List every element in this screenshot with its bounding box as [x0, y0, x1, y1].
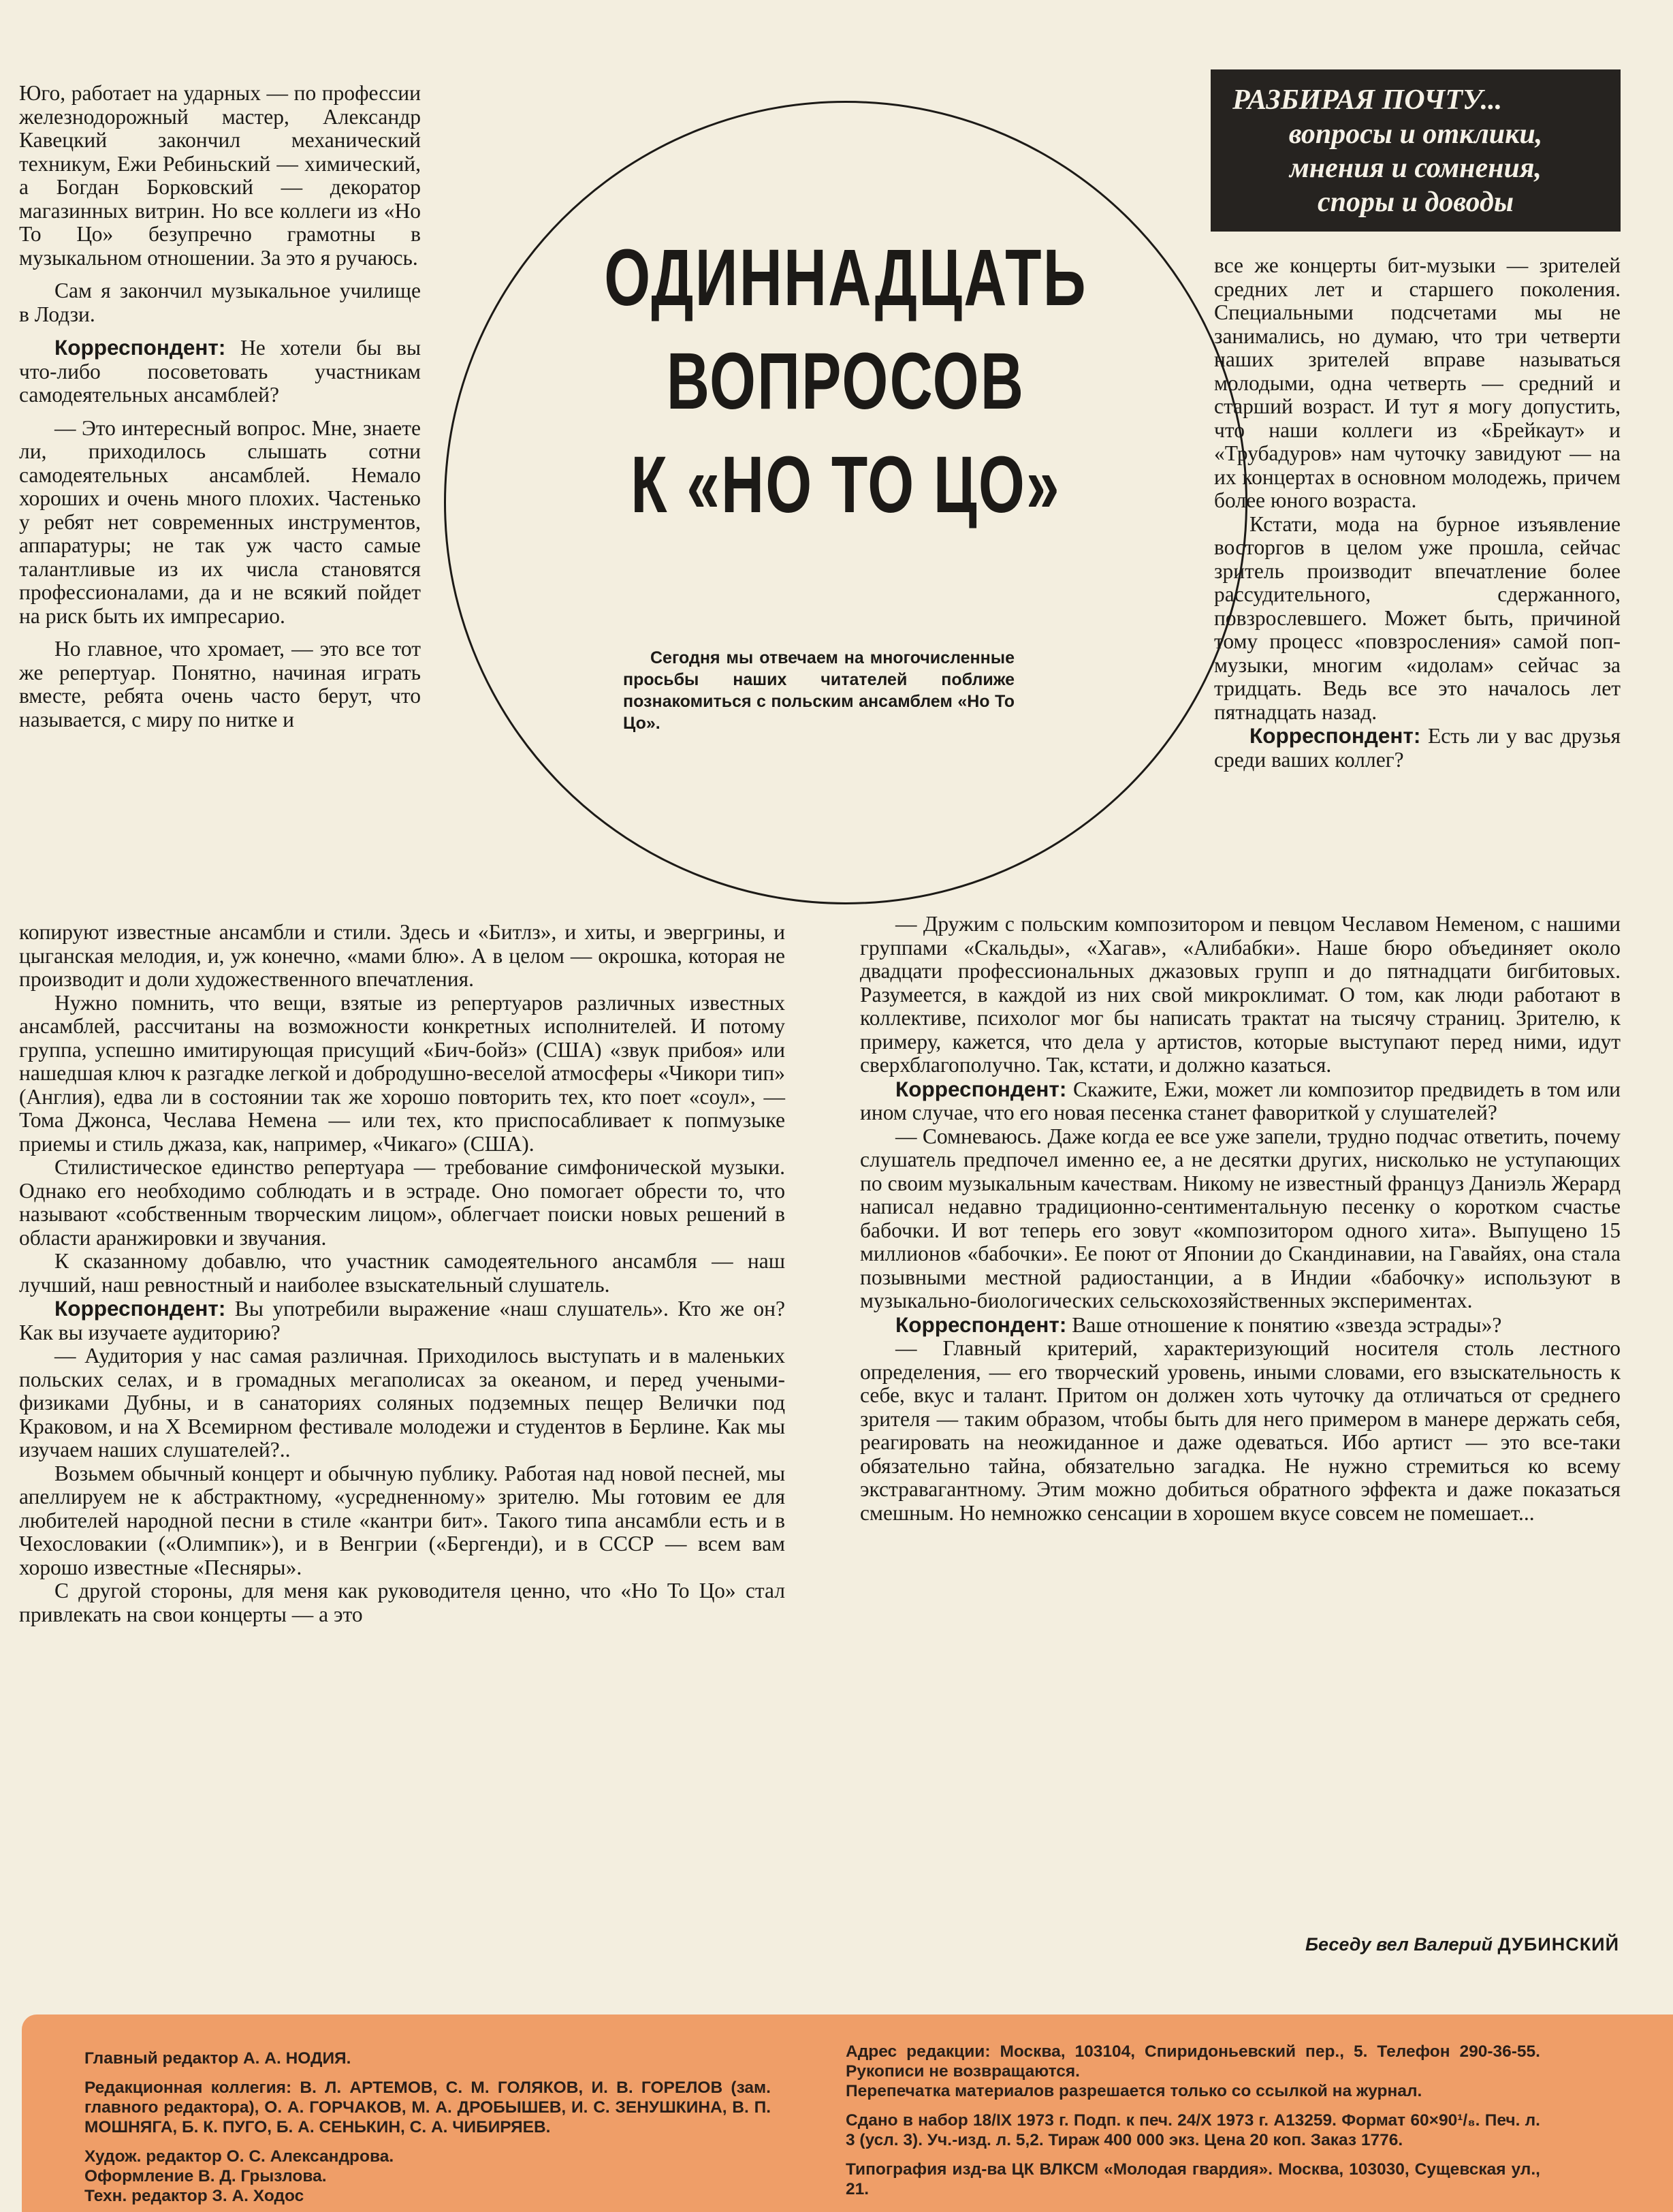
print-details: Сдано в набор 18/IX 1973 г. Подп. к печ. 24/X 1973 г. А13259. Формат 60×90¹/₈. Печ. л. 3 (усл. 3). Уч.-изд. л. 5,2. Тираж 400 000 экз. Цена 20 коп. Заказ 1776.: [846, 2111, 1540, 2149]
paragraph: копируют известные ансамбли и стили. Здесь и «Битлз», и хиты, и эвергрины, и цыганская мелодия, и, уж конечно, «мами блю». А в целом — окрошка, которая не производит и доли художественного впечатления.: [19, 920, 785, 991]
paragraph: Кстати, мода на бурное изъявление восторгов в целом уже прошла, сейчас зритель производит впечатление более рассудительного, сдержанного, повзрослевшего. Может быть, причиной тому процесс «повзросления» самой поп-музыки, многим «идолам» сейчас за тридцать. Ведь все это началось лет пятнадцать назад.: [1214, 511, 1621, 724]
editorial-address: Адрес редакции: Москва, 103104, Спиридоньевский пер., 5. Телефон 290-36-55. Рукописи не возвращаются.: [846, 2042, 1540, 2081]
printing-house: Типография изд-ва ЦК ВЛКСМ «Молодая гвардия». Москва, 103030, Сущевская ул., 21.: [846, 2160, 1540, 2198]
question-text: Вы употребили выражение «наш слушатель». Кто же он? Как вы изучаете аудиторию?: [19, 1297, 785, 1344]
paragraph: — Сомневаюсь. Даже когда ее все уже запели, трудно подчас ответить, почему слушатель предпочел именно ее, а не десятки других, нисколько не уступающих по своим музыкальным качествам. Никому не известный француз Даниэль Жерард написал недавно традиционно-сентиментальную песенку о коротком счастье бабочки. И вот теперь его зовут «композитором одного хита». Выпущено 15 миллионов «бабочки». Ее поют от Японии до Скандинавии, на Гавайях, она стала позывными местной радиостанции, а в Индии «бабочку» используют в музыкально-биологических сельскохозяйственных экспериментах.: [860, 1124, 1621, 1312]
signature-surname: ДУБИНСКИЙ: [1497, 1934, 1619, 1955]
chief-editor: Главный редактор А. А. НОДИЯ.: [84, 2049, 351, 2068]
title-line-3: К «НО ТО ЦО»: [631, 440, 1061, 530]
rubric-line-2: вопросы и отклики,: [1288, 118, 1543, 150]
text-column-left-bottom: [19, 921, 785, 1626]
title-line-1: ОДИННАДЦАТЬ: [604, 233, 1087, 323]
paragraph: Нужно помнить, что вещи, взятые из репертуаров различных известных ансамблей, рассчитаны на возможности конкретных исполнителей. И потому группа, успешно имитирующая присущий «Бич-бойз» (США) «звук прибоя» или нашедшая ключ к разгадке легкой и добродушно-веселой атмосферы «Чикори тип» (Англия), едва ли в состоянии так же хорошо повторить тех, кто поет «соул», — Тома Джонса, Чеслава Немена — или тех, кто приспосабливает к попмузыке приемы и стиль джаза, как, например, «Чикаго» (США).: [19, 990, 785, 1156]
paragraph: — Это интересный вопрос. Мне, знаете ли, приходилось слышать сотни самодеятельных ансамблей. Немало хороших и очень много плохих. Частенько у ребят нет современных инструментов, аппаратуры; не так уж часто самые талантливые из их числа становятся профессионалами, да и не всякий пойдет на риск быть их импресарио.: [19, 415, 421, 628]
question: [19, 336, 421, 407]
rubric-box: [1211, 69, 1621, 232]
interviewer-label: Корреспондент:: [1249, 723, 1421, 748]
paragraph: К сказанному добавлю, что участник самодеятельного ансамбля — наш лучший, наш ревностный и наиболее взыскательный слушатель.: [19, 1249, 785, 1297]
title-line-2: ВОПРОСОВ: [666, 336, 1025, 426]
author-signature: [942, 1934, 1619, 1955]
text-column-left-top: [19, 82, 421, 731]
question: [19, 1297, 785, 1344]
paragraph: — Главный критерий, характеризующий носителя столь лестного определения, — его творческий уровень, иными словами, его взыскательность к себе, вкус и талант. Притом он должен хоть чуточку да отличаться от среднего зрителя — таким образом, чтобы быть для него примером в манере держать себя, реагировать на неожиданное и даже одеваться. Ибо артист — это все-таки обязательно тайна, обязательно загадка. Не нужно стремиться ко всему экстравагантному. Этим можно добиться обратного эффекта и даже показаться смешным. Но немножко сенсации в хорошем вкусе совсем не помешает...: [860, 1336, 1621, 1525]
interviewer-label: Корреспондент:: [895, 1312, 1067, 1337]
paragraph: Возьмем обычный концерт и обычную публику. Работая над новой песней, мы апеллируем не к абстрактному, «усредненному» зрителю. Мы готовим ее для любителей народной песни в стиле «кантри бит». Такого типа ансамбли есть и в Чехословакии («Олимпик»), и в Венгрии («Бергенди), и в СССР — всем вам хорошо известные «Песняры».: [19, 1461, 785, 1579]
design-credit: Оформление В. Д. Грызлова.: [84, 2167, 327, 2185]
question-text: Ваше отношение к понятию «звезда эстрады»?: [1066, 1312, 1502, 1337]
paragraph: Но главное, что хромает, — это все тот же репертуар. Понятно, начиная играть вместе, ребята очень часто берут, что называется, с миру по нитке и: [19, 637, 421, 731]
imprint-editorial: [84, 2049, 771, 2206]
interviewer-label: Корреспондент:: [54, 1296, 226, 1321]
paragraph: Сам я закончил музыкальное училище в Лодзи.: [19, 279, 421, 326]
question: [860, 1077, 1621, 1125]
paragraph: — Дружим с польским композитором и певцом Чеславом Неменом, с нашими группами «Скальды», «Хагав», «Алибабки». Наше бюро объединяет около двадцати профессиональных джазовых групп и до пятнадцати бигбитовых. Разумеется, в каждой из них свой микроклимат. О том, как люди работают в коллективе, психолог мог бы написать трактат на тысячу страниц. Зрителю, к примеру, кажется, что дела у артистов, которые выступают перед ними, идут сверхблагополучно. Так, кстати, и должно казаться.: [860, 912, 1621, 1077]
rubric-line-3: мнения и сомнения,: [1290, 153, 1542, 184]
question-text: Скажите, Ежи, может ли композитор предвидеть в том или ином случае, что его новая песенка станет фавориткой у слушателей?: [860, 1077, 1621, 1124]
paragraph: С другой стороны, для меня как руководителя ценно, что «Но То Цо» стал привлекать на свои концерты — а это: [19, 1579, 785, 1626]
art-editor: Худож. редактор О. С. Александрова.: [84, 2147, 394, 2166]
question: [860, 1313, 1621, 1338]
paragraph: Юго, работает на ударных — по профессии железнодорожный мастер, Александр Кавецкий закончил механический техникум, Ежи Ребиньский — химический, а Богдан Борковский — декоратор магазинных витрин. Но все коллеги из «Но То Цо» безупречно грамотны в музыкальном отношении. За это я ручаюсь.: [19, 81, 421, 270]
tech-editor: Техн. редактор З. А. Ходос: [84, 2187, 304, 2205]
paragraph: все же концерты бит-музыки — зрителей средних лет и старшего поколения. Специальными подсчетами мы не занимались, но думаю, что три четверти наших зрителей вправе называться молодыми, одна четверть — средний и старший возраст. И тут я могу допустить, что наши коллеги из «Брейкаут» и «Трубадуров» нам чуточку завидуют — на их концертах в основном молодежь, причем более юного возраста.: [1214, 253, 1621, 512]
text-column-right-top: [1214, 254, 1621, 772]
paragraph: — Аудитория у нас самая различная. Приходилось выступать и в маленьких польских селах, и в громадных мегаполисах за океаном, и перед учеными-физиками Дубны, и в санаториях соляных подземных пещер Велички под Краковом, и на X Всемирном фестивале молодежи и студентов в Берлине. Как мы изучаем наших слушателей?..: [19, 1344, 785, 1462]
text-column-right-bottom: [860, 913, 1621, 1525]
rubric-line-4: споры и доводы: [1318, 187, 1514, 218]
article-lead: [623, 647, 1015, 734]
rubric-line-1: РАЗБИРАЯ ПОЧТУ...: [1232, 84, 1503, 116]
imprint-footer: [22, 2014, 1673, 2212]
interviewer-label: Корреспондент:: [54, 335, 226, 360]
reprint-notice: Перепечатка материалов разрешается только со ссылкой на журнал.: [846, 2082, 1422, 2100]
lead-text: Сегодня мы отвечаем на многочисленные просьбы наших читателей поближе познакомиться с польским ансамблем «Но То Цо».: [623, 648, 1015, 733]
editorial-board: Редакционная коллегия: В. Л. АРТЕМОВ, С. М. ГОЛЯКОВ, И. В. ГОРЕЛОВ (зам. главного редактора), О. А. ГОРЧАКОВ, М. А. ДРОБЫШЕВ, И. С. ЗЕНУШКИНА, В. П. МОШНЯГА, Б. К. ПУГО, Б. А. СЕНЬКИН, С. А. ЧИБИРЯЕВ.: [84, 2079, 771, 2136]
imprint-publishing: [846, 2042, 1540, 2199]
question-text: Есть ли у вас друзья среди ваших коллег?: [1214, 724, 1621, 772]
interviewer-label: Корреспондент:: [895, 1076, 1067, 1101]
paragraph: Стилистическое единство репертуара — требование симфонической музыки. Однако его необходимо соблюдать и в эстраде. Оно помогает обрести то, что называют «собственным творческим лицом», облегчает поиски новых решений в области аранжировки и звучания.: [19, 1155, 785, 1250]
article-title: [548, 226, 1143, 537]
signature-prefix: Беседу вел Валерий: [1305, 1934, 1498, 1955]
question: [1214, 724, 1621, 772]
question-text: Не хотели бы вы что-либо посоветовать участникам самодеятельных ансамблей?: [19, 336, 421, 407]
